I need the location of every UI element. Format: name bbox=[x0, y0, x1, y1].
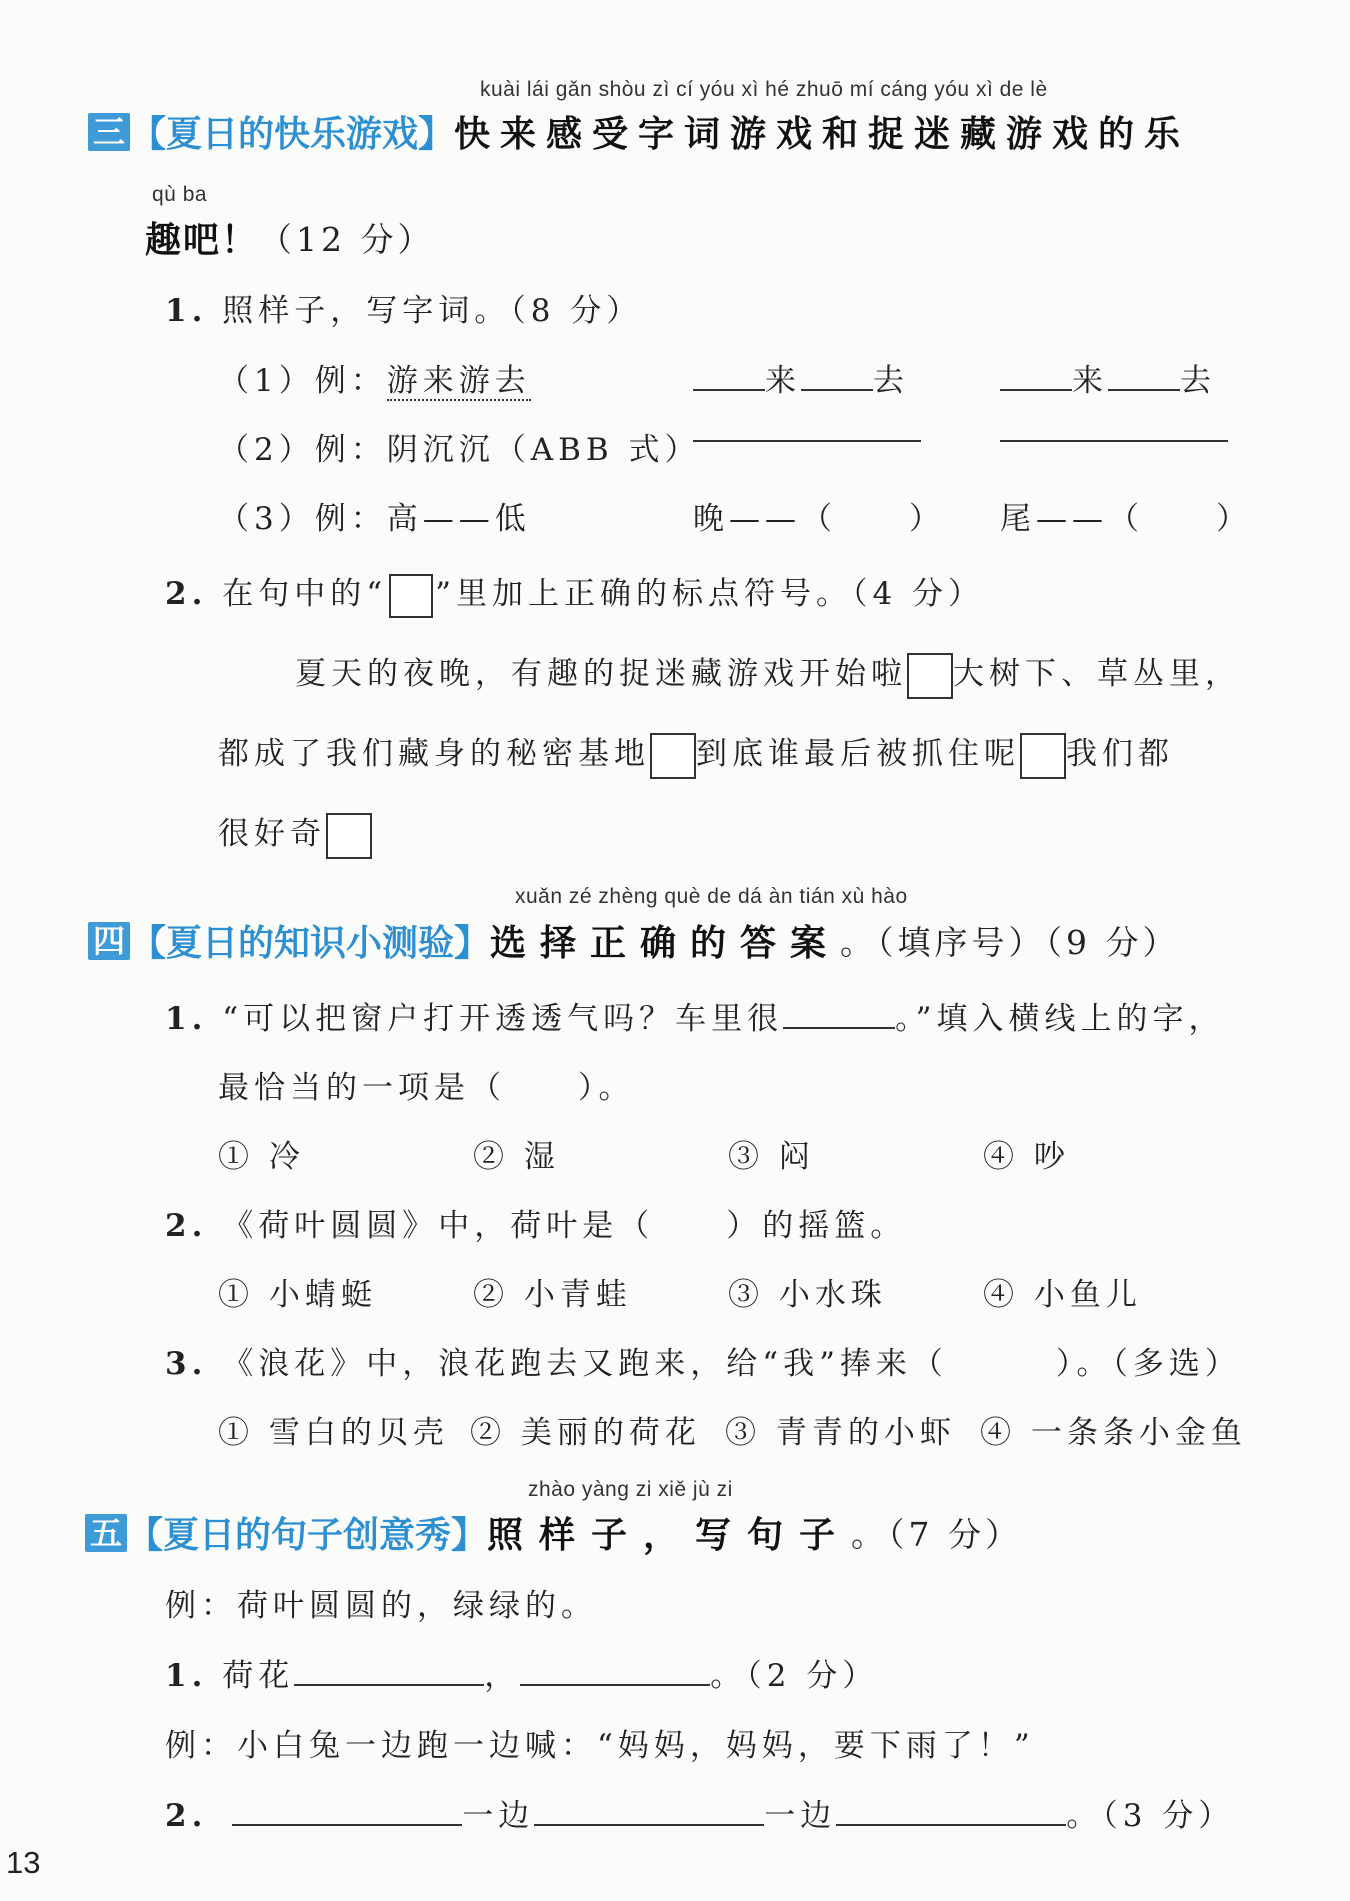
s5-q1-blank-2[interactable] bbox=[520, 1654, 710, 1686]
s5-q1-blank-1[interactable] bbox=[294, 1654, 484, 1686]
section5-header bbox=[85, 1507, 1022, 1558]
s3-q1 bbox=[165, 285, 642, 330]
s5-q1: 1. 荷花 ， 。（2 分） bbox=[165, 1650, 878, 1695]
s3-q1-item2 bbox=[218, 424, 701, 469]
s4-q2-option-1[interactable]: ① 小蜻蜓 bbox=[218, 1277, 377, 1313]
s5-q2-blank-3[interactable] bbox=[836, 1794, 1066, 1826]
section5-number: 五 bbox=[85, 1514, 127, 1552]
s3-q1-item1-label: （1）例： bbox=[218, 363, 387, 399]
section4-header bbox=[88, 915, 1180, 966]
section3-instruction-line2: 趣吧！ bbox=[145, 220, 260, 261]
punctuation-box-3[interactable] bbox=[1020, 733, 1066, 779]
s3-q2-line1: 夏天的夜晚，有趣的捉迷藏游戏开始啦 大树下、草丛里， bbox=[295, 648, 1241, 699]
section4-number: 四 bbox=[88, 922, 130, 960]
section5-instruction: 照样子，写句子 bbox=[487, 1515, 852, 1556]
s3-q1-text: 照样子，写字词。（8 分） bbox=[222, 293, 643, 329]
section3-title: 【夏日的快乐游戏】 bbox=[130, 114, 455, 155]
s3-q1-item3 bbox=[218, 493, 531, 538]
s5-example2: 例：小白兔一边跑一边喊：“妈妈，妈妈，要下雨了！” bbox=[165, 1728, 1035, 1764]
punctuation-box-sample bbox=[389, 574, 433, 618]
s5-example1: 例：荷叶圆圆的，绿绿的。 bbox=[165, 1588, 597, 1624]
punctuation-box-2[interactable] bbox=[650, 733, 696, 779]
s5-q2-blank-1[interactable] bbox=[232, 1794, 462, 1826]
section3-header bbox=[88, 106, 1190, 157]
s5-q1-number: 1. bbox=[165, 1658, 208, 1694]
page-number: 13 bbox=[6, 1845, 41, 1880]
s4-q2-option-4[interactable]: ④ 小鱼儿 bbox=[983, 1277, 1142, 1313]
section3-pinyin-line1: kuài lái gǎn shòu zì cí yóu xì hé zhuō mí cáng yóu xì de lè bbox=[480, 78, 1048, 101]
s4-q3-option-4[interactable]: ④ 一条条小金鱼 bbox=[980, 1415, 1247, 1451]
section5-pinyin: zhào yàng zi xiě jù zi bbox=[528, 1478, 733, 1501]
s3-q1-item1-answer-a[interactable]: 来 去 bbox=[693, 355, 909, 400]
s3-q2: 2. 在句中的“ ”里加上正确的标点符号。（4 分） bbox=[165, 568, 984, 618]
s4-q3: 3. 《浪花》中，浪花跑去又跑来，给“我”捧来（ ）。（多选） bbox=[165, 1346, 1241, 1382]
section3-header-line2 bbox=[145, 212, 435, 263]
section5-score: 。（7 分） bbox=[851, 1515, 1023, 1554]
s4-q1-option-3[interactable]: ③ 闷 bbox=[728, 1139, 815, 1175]
section5-title: 【夏日的句子创意秀】 bbox=[127, 1515, 488, 1556]
s3-q1-item3-answer-a[interactable]: 晚——（ ） bbox=[693, 501, 945, 537]
s3-q1-item1-example: 游来游去 bbox=[386, 363, 531, 399]
s3-q1-item2-blank-a[interactable] bbox=[693, 440, 921, 442]
s3-q2-line3: 很好奇 bbox=[218, 808, 372, 859]
s4-q1-line2: 最恰当的一项是（ ）。 bbox=[218, 1070, 635, 1106]
s3-q1-item3-answer-b[interactable]: 尾——（ ） bbox=[1000, 501, 1252, 537]
s4-q1-option-4[interactable]: ④ 吵 bbox=[983, 1139, 1070, 1175]
s4-q2: 2. 《荷叶圆圆》中，荷叶是（ ）的摇篮。 bbox=[165, 1208, 907, 1244]
section3-pinyin-line2: qù ba bbox=[152, 183, 208, 206]
s3-q1-item2-example: 阴沉沉（ABB 式） bbox=[386, 432, 701, 468]
s4-q3-number: 3. bbox=[165, 1346, 208, 1382]
s3-q1-item3-example: 高——低 bbox=[386, 501, 531, 537]
s3-q1-item2-label: （2）例： bbox=[218, 432, 387, 468]
section4-instruction: 选择正确的答案 bbox=[490, 923, 841, 964]
s5-q2-number: 2. bbox=[165, 1798, 208, 1834]
s4-q2-option-3[interactable]: ③ 小水珠 bbox=[728, 1277, 887, 1313]
s4-q3-option-1[interactable]: ① 雪白的贝壳 bbox=[218, 1415, 449, 1451]
section4-pinyin: xuǎn zé zhèng què de dá àn tián xù hào bbox=[515, 885, 908, 908]
punctuation-box-1[interactable] bbox=[907, 653, 953, 699]
s3-q1-item3-label: （3）例： bbox=[218, 501, 387, 537]
s3-q2-number: 2. bbox=[165, 576, 208, 612]
s3-q1-number: 1. bbox=[165, 293, 208, 329]
s4-q2-option-2[interactable]: ② 小青蛙 bbox=[473, 1277, 632, 1313]
s4-q1-option-2[interactable]: ② 湿 bbox=[473, 1139, 560, 1175]
s4-q1-option-1[interactable]: ① 冷 bbox=[218, 1139, 305, 1175]
s3-q1-item1-answer-b[interactable]: 来 去 bbox=[1000, 355, 1216, 400]
s5-q2: 2. 一边 一边 。（3 分） bbox=[165, 1790, 1234, 1835]
s3-q1-item2-blank-b[interactable] bbox=[1000, 440, 1228, 442]
section4-score: 。（填序号）（9 分） bbox=[840, 923, 1180, 962]
punctuation-box-4[interactable] bbox=[326, 813, 372, 859]
section3-instruction-line1: 快来感受字词游戏和捉迷藏游戏的乐 bbox=[454, 114, 1191, 155]
s3-q2-line2: 都成了我们藏身的秘密基地 到底谁最后被抓住呢 我们都 bbox=[218, 728, 1174, 779]
s4-q2-number: 2. bbox=[165, 1208, 208, 1244]
section4-title: 【夏日的知识小测验】 bbox=[130, 923, 491, 964]
s4-q1-blank[interactable] bbox=[783, 997, 895, 1029]
s4-q3-option-2[interactable]: ② 美丽的荷花 bbox=[470, 1415, 701, 1451]
s4-q3-option-3[interactable]: ③ 青青的小虾 bbox=[725, 1415, 956, 1451]
section3-score: （12 分） bbox=[259, 220, 435, 259]
s3-q1-item1 bbox=[218, 355, 531, 400]
s4-q1-line1: 1. “可以把窗户打开透透气吗？车里很 。”填入横线上的字， bbox=[165, 993, 1224, 1038]
s4-q1-number: 1. bbox=[165, 1001, 208, 1037]
section3-number: 三 bbox=[88, 113, 130, 151]
s5-q2-blank-2[interactable] bbox=[534, 1794, 764, 1826]
